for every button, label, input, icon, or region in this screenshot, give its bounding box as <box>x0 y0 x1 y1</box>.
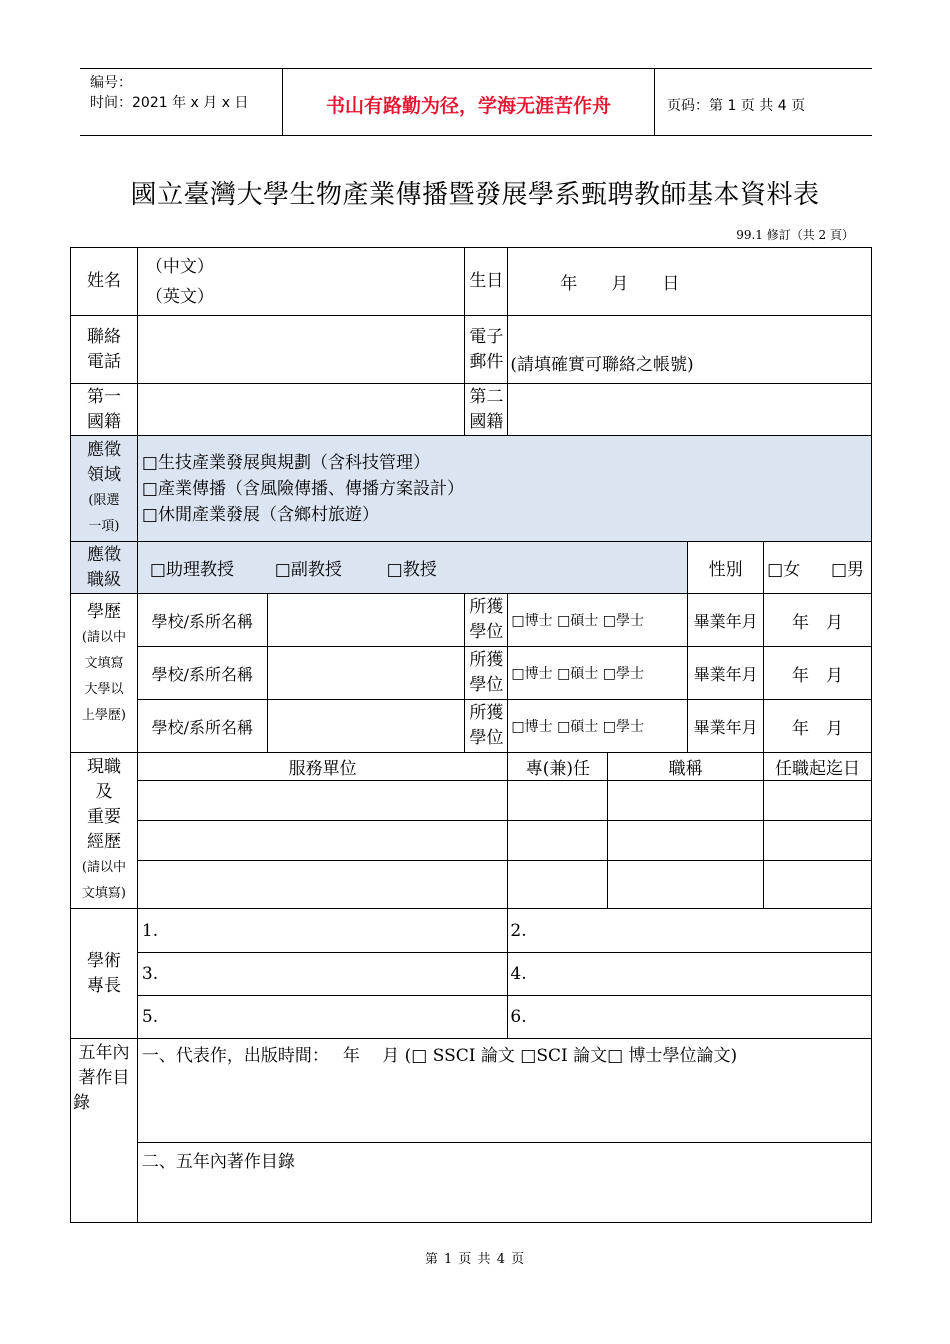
rank-option-associate[interactable]: □副教授 <box>274 560 342 580</box>
graduation-label: 畢業年月 <box>688 700 764 753</box>
name-field[interactable] <box>137 248 465 316</box>
number-label: 编号： <box>90 75 132 91</box>
experience-title-cell[interactable] <box>608 821 764 861</box>
birthday-label: 生日 <box>465 248 508 316</box>
field-option-leisure[interactable]: □休閒產業發展（含鄉村旅遊） <box>141 504 379 525</box>
field-option-communication[interactable]: □產業傳播（含風險傳播、傳播方案設計） <box>141 478 464 499</box>
graduation-label: 畢業年月 <box>688 647 764 700</box>
gender-option-male[interactable]: □男 <box>830 560 864 580</box>
experience-period-cell[interactable] <box>764 861 872 909</box>
name-chinese-hint: （中文） <box>145 256 214 277</box>
degree-label: 所獲 學位 <box>465 594 508 647</box>
experience-employer-cell[interactable] <box>137 861 507 909</box>
column-fulltime: 專(兼)任 <box>508 753 608 781</box>
school-label: 學校/系所名稱 <box>137 700 267 753</box>
school-field[interactable] <box>267 700 465 753</box>
experience-employer-cell[interactable] <box>137 781 507 821</box>
gender-label: 性別 <box>688 542 764 594</box>
experience-title-cell[interactable] <box>608 781 764 821</box>
degree-label: 所獲 學位 <box>465 700 508 753</box>
rank-label: 應徵 職級 <box>71 542 138 594</box>
email-field[interactable] <box>508 316 872 384</box>
expertise-label: 學術 專長 <box>71 909 138 1039</box>
name-label: 姓名 <box>71 248 138 316</box>
phone-field[interactable] <box>137 316 465 384</box>
expertise-item-2[interactable]: 2. <box>508 909 872 953</box>
representative-work-label: 一、代表作，出版時間： 年 月 (□ SSCI 論文 □SCI 論文□ 博士學位論文) <box>141 1046 738 1066</box>
graduation-field[interactable]: 年 月 <box>764 647 872 700</box>
five-year-publications-label: 二、五年內著作目錄 <box>141 1152 295 1172</box>
school-field[interactable] <box>267 647 465 700</box>
nationality2-field[interactable] <box>508 384 872 436</box>
experience-title-cell[interactable] <box>608 861 764 909</box>
expertise-item-6[interactable]: 6. <box>508 996 872 1039</box>
gender-options[interactable] <box>764 542 872 594</box>
experience-fulltime-cell[interactable] <box>508 861 608 909</box>
degree-label: 所獲 學位 <box>465 647 508 700</box>
experience-period-cell[interactable] <box>764 781 872 821</box>
publications-label: 五年內 著作目 錄 <box>71 1039 138 1223</box>
phone-label: 聯絡 電話 <box>71 316 138 384</box>
rank-option-assistant[interactable]: □助理教授 <box>149 560 234 580</box>
time-label: 时间：2021 年 x 月 x 日 <box>90 95 249 111</box>
column-employer: 服務單位 <box>137 753 507 781</box>
rank-option-professor[interactable]: □教授 <box>386 560 437 580</box>
header-meta <box>80 69 282 136</box>
graduation-label: 畢業年月 <box>688 594 764 647</box>
page-footer: 第 1 页 共 4 页 <box>424 1252 526 1267</box>
expertise-item-1[interactable]: 1. <box>137 909 507 953</box>
page-info: 页码：第 1 页 共 4 页 <box>667 97 806 114</box>
field-label: 應徵 領域 (限選 一項) <box>71 436 138 542</box>
header-motto: 书山有路勤为径，学海无涯苦作舟 <box>282 69 655 136</box>
experience-label: 現職 及 重要 經歷 (請以中 文填寫) <box>71 753 138 909</box>
nationality2-label: 第二 國籍 <box>465 384 508 436</box>
experience-fulltime-cell[interactable] <box>508 781 608 821</box>
rank-options[interactable] <box>137 542 687 594</box>
gender-option-female[interactable]: □女 <box>767 560 801 580</box>
experience-fulltime-cell[interactable] <box>508 821 608 861</box>
expertise-item-3[interactable]: 3. <box>137 953 507 996</box>
representative-work-field[interactable] <box>137 1039 871 1143</box>
school-label: 學校/系所名稱 <box>137 647 267 700</box>
graduation-field[interactable]: 年 月 <box>764 700 872 753</box>
field-options[interactable] <box>137 436 871 542</box>
degree-options[interactable]: □博士 □碩士 □學士 <box>508 594 688 647</box>
education-label: 學歷 (請以中 文填寫 大學以 上學歷) <box>71 594 138 753</box>
document-title: 國立臺灣大學生物產業傳播暨發展學系甄聘教師基本資料表 <box>130 180 820 210</box>
expertise-item-4[interactable]: 4. <box>508 953 872 996</box>
nationality1-field[interactable] <box>137 384 465 436</box>
degree-options[interactable]: □博士 □碩士 □學士 <box>508 700 688 753</box>
application-form <box>70 247 872 1223</box>
name-english-hint: （英文） <box>145 286 214 307</box>
graduation-field[interactable]: 年 月 <box>764 594 872 647</box>
field-option-biotech[interactable]: □生技產業發展與規劃（含科技管理） <box>141 452 430 473</box>
revision-note: 99.1 修訂（共 2 頁） <box>736 228 854 242</box>
nationality1-label: 第一 國籍 <box>71 384 138 436</box>
birthday-field[interactable] <box>508 248 872 316</box>
school-label: 學校/系所名稱 <box>137 594 267 647</box>
column-period: 任職起迄日 <box>764 753 872 781</box>
experience-employer-cell[interactable] <box>137 821 507 861</box>
birthday-format: 年 月 日 <box>560 274 680 294</box>
page-header <box>80 68 872 136</box>
degree-options[interactable]: □博士 □碩士 □學士 <box>508 647 688 700</box>
expertise-item-5[interactable]: 5. <box>137 996 507 1039</box>
five-year-publications-field[interactable] <box>137 1143 871 1223</box>
email-hint: (請填確實可聯絡之帳號) <box>510 355 694 375</box>
school-field[interactable] <box>267 594 465 647</box>
email-label: 電子 郵件 <box>465 316 508 384</box>
column-title: 職稱 <box>608 753 764 781</box>
experience-period-cell[interactable] <box>764 821 872 861</box>
